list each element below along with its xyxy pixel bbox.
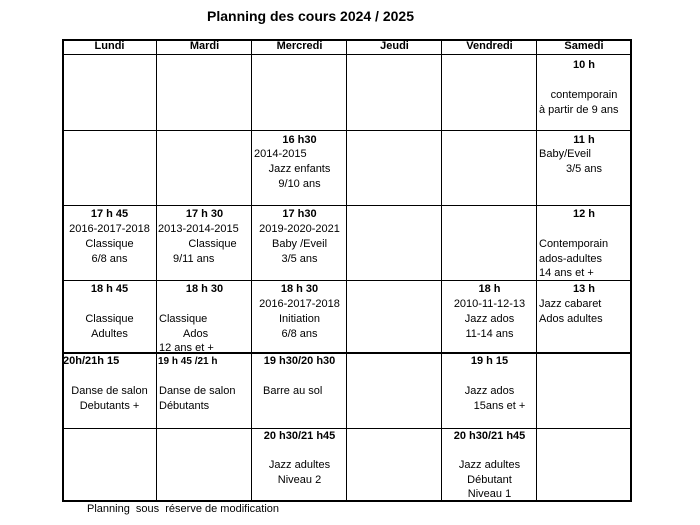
course-group: Ados adultes	[539, 313, 603, 325]
course-age: 9/11 ans	[173, 253, 215, 265]
course-time: 19 h 45 /21 h	[158, 356, 218, 367]
course-cell-mardi-19h45	[157, 354, 252, 428]
course-age: 15ans et +	[473, 400, 526, 412]
day-header-samedi: Samedi	[564, 40, 604, 52]
course-style: Classique	[85, 313, 134, 325]
day-header-mardi: Mardi	[189, 40, 220, 52]
course-cell-vendredi-19h15	[442, 354, 537, 428]
course-years: 2013-2014-2015	[158, 223, 239, 235]
course-cell-mercredi-16h30	[252, 131, 347, 205]
course-cell-mercredi-18h30	[252, 281, 347, 352]
course-cell-mardi-18h30	[157, 281, 252, 352]
course-age: 6/8 ans	[281, 328, 318, 340]
day-header-vendredi: Vendredi	[466, 40, 513, 52]
course-group: Débutant	[467, 474, 512, 486]
course-time: 13 h	[572, 283, 595, 295]
course-level: Niveau 1	[467, 488, 512, 500]
course-age: à partir de 9 ans	[539, 104, 619, 116]
course-age: 3/5 ans	[565, 163, 603, 175]
course-cell-samedi-12h	[537, 206, 631, 280]
course-style: Jazz enfants	[268, 163, 331, 175]
page-title: Planning des cours 2024 / 2025	[207, 8, 414, 24]
course-time: 20 h30/21 h45	[263, 430, 336, 442]
course-style: Barre au sol	[263, 385, 323, 397]
course-style: Jazz cabaret	[539, 298, 602, 310]
course-time: 17 h 45	[90, 208, 129, 220]
course-style: Danse de salon	[159, 385, 236, 397]
course-age: 9/10 ans	[278, 178, 321, 190]
course-cell-mercredi-17h30	[252, 206, 347, 280]
course-style: Classique	[85, 238, 134, 250]
course-age: 11-14 ans	[465, 328, 514, 340]
course-time: 18 h 45	[90, 283, 129, 295]
course-cell-lundi-18h45	[62, 281, 157, 352]
course-years: 2010-11-12-13	[453, 298, 526, 310]
course-time: 20h/21h 15	[63, 355, 120, 367]
footer-note: Planning sous réserve de modification	[87, 503, 279, 515]
course-time: 20 h30/21 h45	[453, 430, 526, 442]
day-header-jeudi: Jeudi	[380, 40, 409, 52]
course-style: Danse de salon	[71, 385, 148, 397]
course-cell-samedi-11h	[537, 131, 631, 205]
course-group: Debutants +	[79, 400, 140, 412]
course-style: Baby/Eveil	[539, 148, 591, 160]
course-cell-vendredi-20h30	[442, 429, 537, 500]
course-style: Baby /Eveil	[271, 238, 328, 250]
course-group: ados-adultes	[539, 253, 602, 265]
course-time: 18 h 30	[185, 283, 224, 295]
course-time: 19 h30/20 h30	[263, 355, 336, 367]
course-style: Jazz ados	[464, 313, 515, 325]
course-years: 2019-2020-2021	[259, 223, 340, 235]
course-years: 2016-2017-2018	[259, 298, 340, 310]
course-time: 11 h	[573, 134, 595, 146]
course-style: Jazz adultes	[458, 459, 521, 471]
course-time: 12 h	[572, 208, 595, 220]
course-years: 2014-2015	[254, 148, 307, 160]
course-time: 17 h 30	[185, 208, 224, 220]
course-style: Contemporain	[539, 238, 609, 250]
course-age: 12 ans et +	[159, 342, 214, 354]
course-cell-lundi-17h45	[62, 206, 157, 280]
course-group: Débutants	[159, 400, 210, 412]
course-cell-lundi-20h	[62, 354, 157, 428]
course-cell-mardi-17h30	[157, 206, 252, 280]
course-style: Classique	[159, 313, 208, 325]
course-style: Classique	[188, 238, 237, 250]
course-time: 10 h	[572, 59, 595, 71]
day-header-mercredi: Mercredi	[276, 40, 323, 52]
course-time: 18 h 30	[280, 283, 319, 295]
course-style: Jazz ados	[464, 385, 515, 397]
course-age: 3/5 ans	[281, 253, 318, 265]
course-cell-samedi-10h	[537, 55, 631, 130]
course-style: Initiation	[279, 313, 320, 325]
schedule-table	[62, 39, 632, 502]
course-cell-mercredi-19h30	[252, 354, 347, 428]
day-header-lundi: Lundi	[94, 40, 125, 52]
course-cell-mercredi-20h30	[252, 429, 347, 500]
course-time: 17 h30	[282, 208, 317, 220]
course-age: 14 ans et +	[539, 267, 594, 279]
course-style: contemporain	[550, 89, 618, 101]
table-border-bottom	[62, 500, 632, 502]
row-divider	[62, 428, 632, 429]
course-group: Adultes	[91, 328, 128, 340]
course-style: Jazz adultes	[268, 459, 331, 471]
course-time: 19 h 15	[470, 355, 509, 367]
course-age: 6/8 ans	[91, 253, 128, 265]
course-time: 16 h30	[282, 134, 317, 146]
course-group: Ados	[183, 328, 209, 340]
course-cell-samedi-13h	[537, 281, 631, 352]
course-cell-vendredi-18h	[442, 281, 537, 352]
course-level: Niveau 2	[277, 474, 322, 486]
course-years: 2016-2017-2018	[69, 223, 150, 235]
course-time: 18 h	[478, 283, 501, 295]
